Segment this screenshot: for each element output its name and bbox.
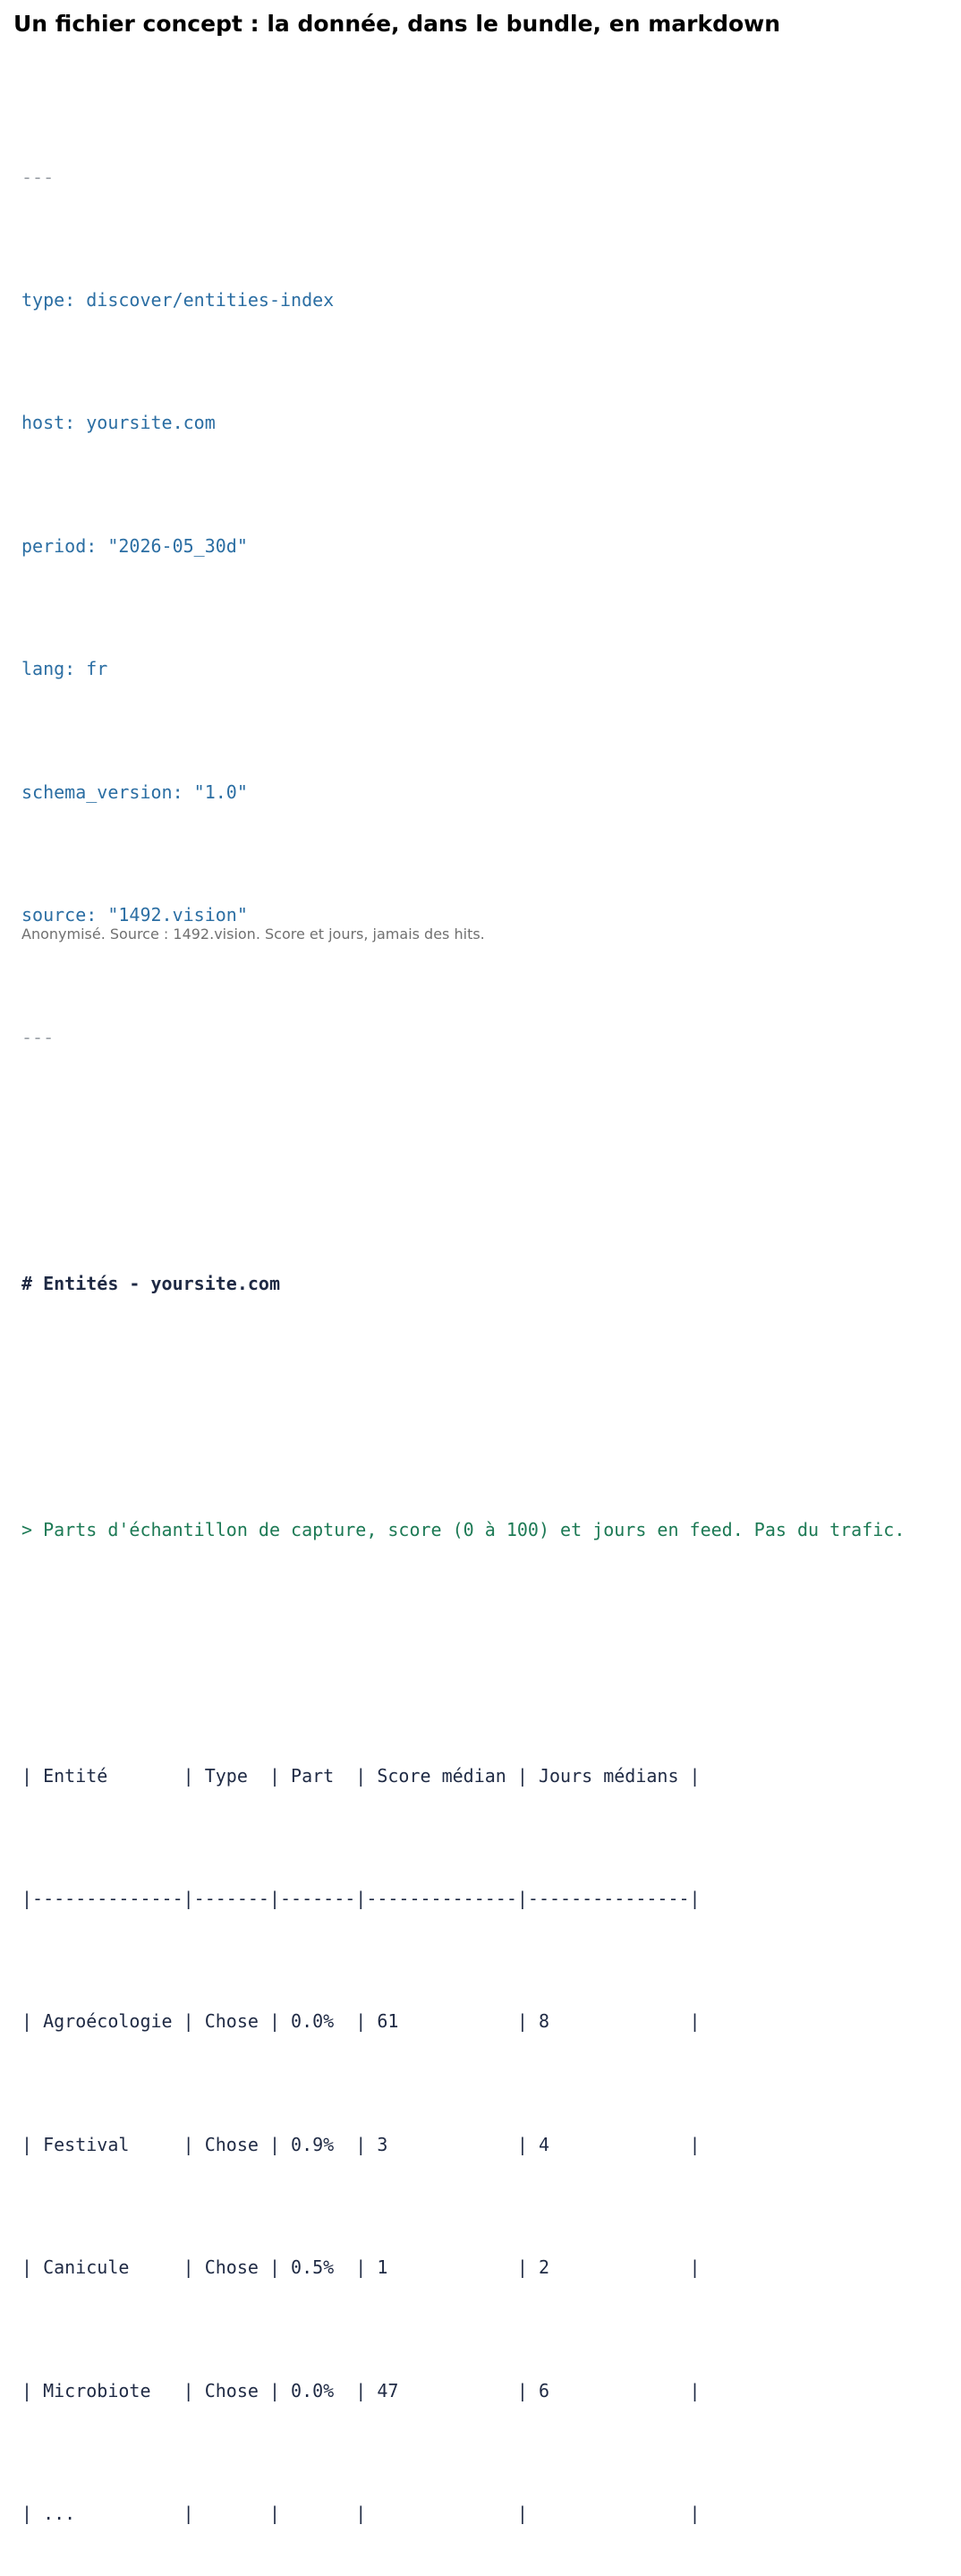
frontmatter-period-line: period: "2026-05_30d" [21, 534, 248, 557]
frontmatter-close-delimiter: --- [21, 1027, 55, 1049]
frontmatter-schema-version-line: schema_version: "1.0" [21, 780, 248, 803]
markdown-blockquote: > Parts d'échantillon de capture, score (0 à 100) et jours en feed. Pas du trafic. [21, 1518, 906, 1540]
frontmatter-source-line: source: "1492.vision" [21, 903, 248, 925]
footer-note: Anonymisé. Source : 1492.vision. Score et jours, jamais des hits. [21, 925, 485, 943]
table-row: | Canicule | Chose | 0.5% | 1 | 2 | [21, 2256, 701, 2279]
table-row: | Festival | Chose | 0.9% | 3 | 4 | [21, 2133, 701, 2155]
frontmatter-open-delimiter: --- [21, 166, 55, 188]
table-header: | Entité | Type | Part | Score médian | Jours médians | [21, 1764, 701, 1787]
table-row: | Agroécologie | Chose | 0.0% | 61 | 8 | [21, 2010, 701, 2033]
frontmatter-host-line: host: yoursite.com [21, 412, 216, 434]
table-row: | ... | | | | | [21, 2503, 701, 2525]
frontmatter-lang-line: lang: fr [21, 658, 108, 680]
blank-line [21, 1633, 905, 1674]
blank-line [21, 1141, 905, 1182]
blank-line [21, 1387, 905, 1429]
markdown-code-block [21, 75, 905, 2576]
page-title: Un fichier concept : la donnée, dans le bundle, en markdown [13, 11, 781, 37]
table-separator: |--------------|-------|-------|--------------|---------------| [21, 1888, 701, 1910]
markdown-heading: # Entités - yoursite.com [21, 1273, 280, 1295]
table-row: | Microbiote | Chose | 0.0% | 47 | 6 | [21, 2379, 701, 2401]
frontmatter-type-line: type: discover/entities-index [21, 288, 335, 311]
